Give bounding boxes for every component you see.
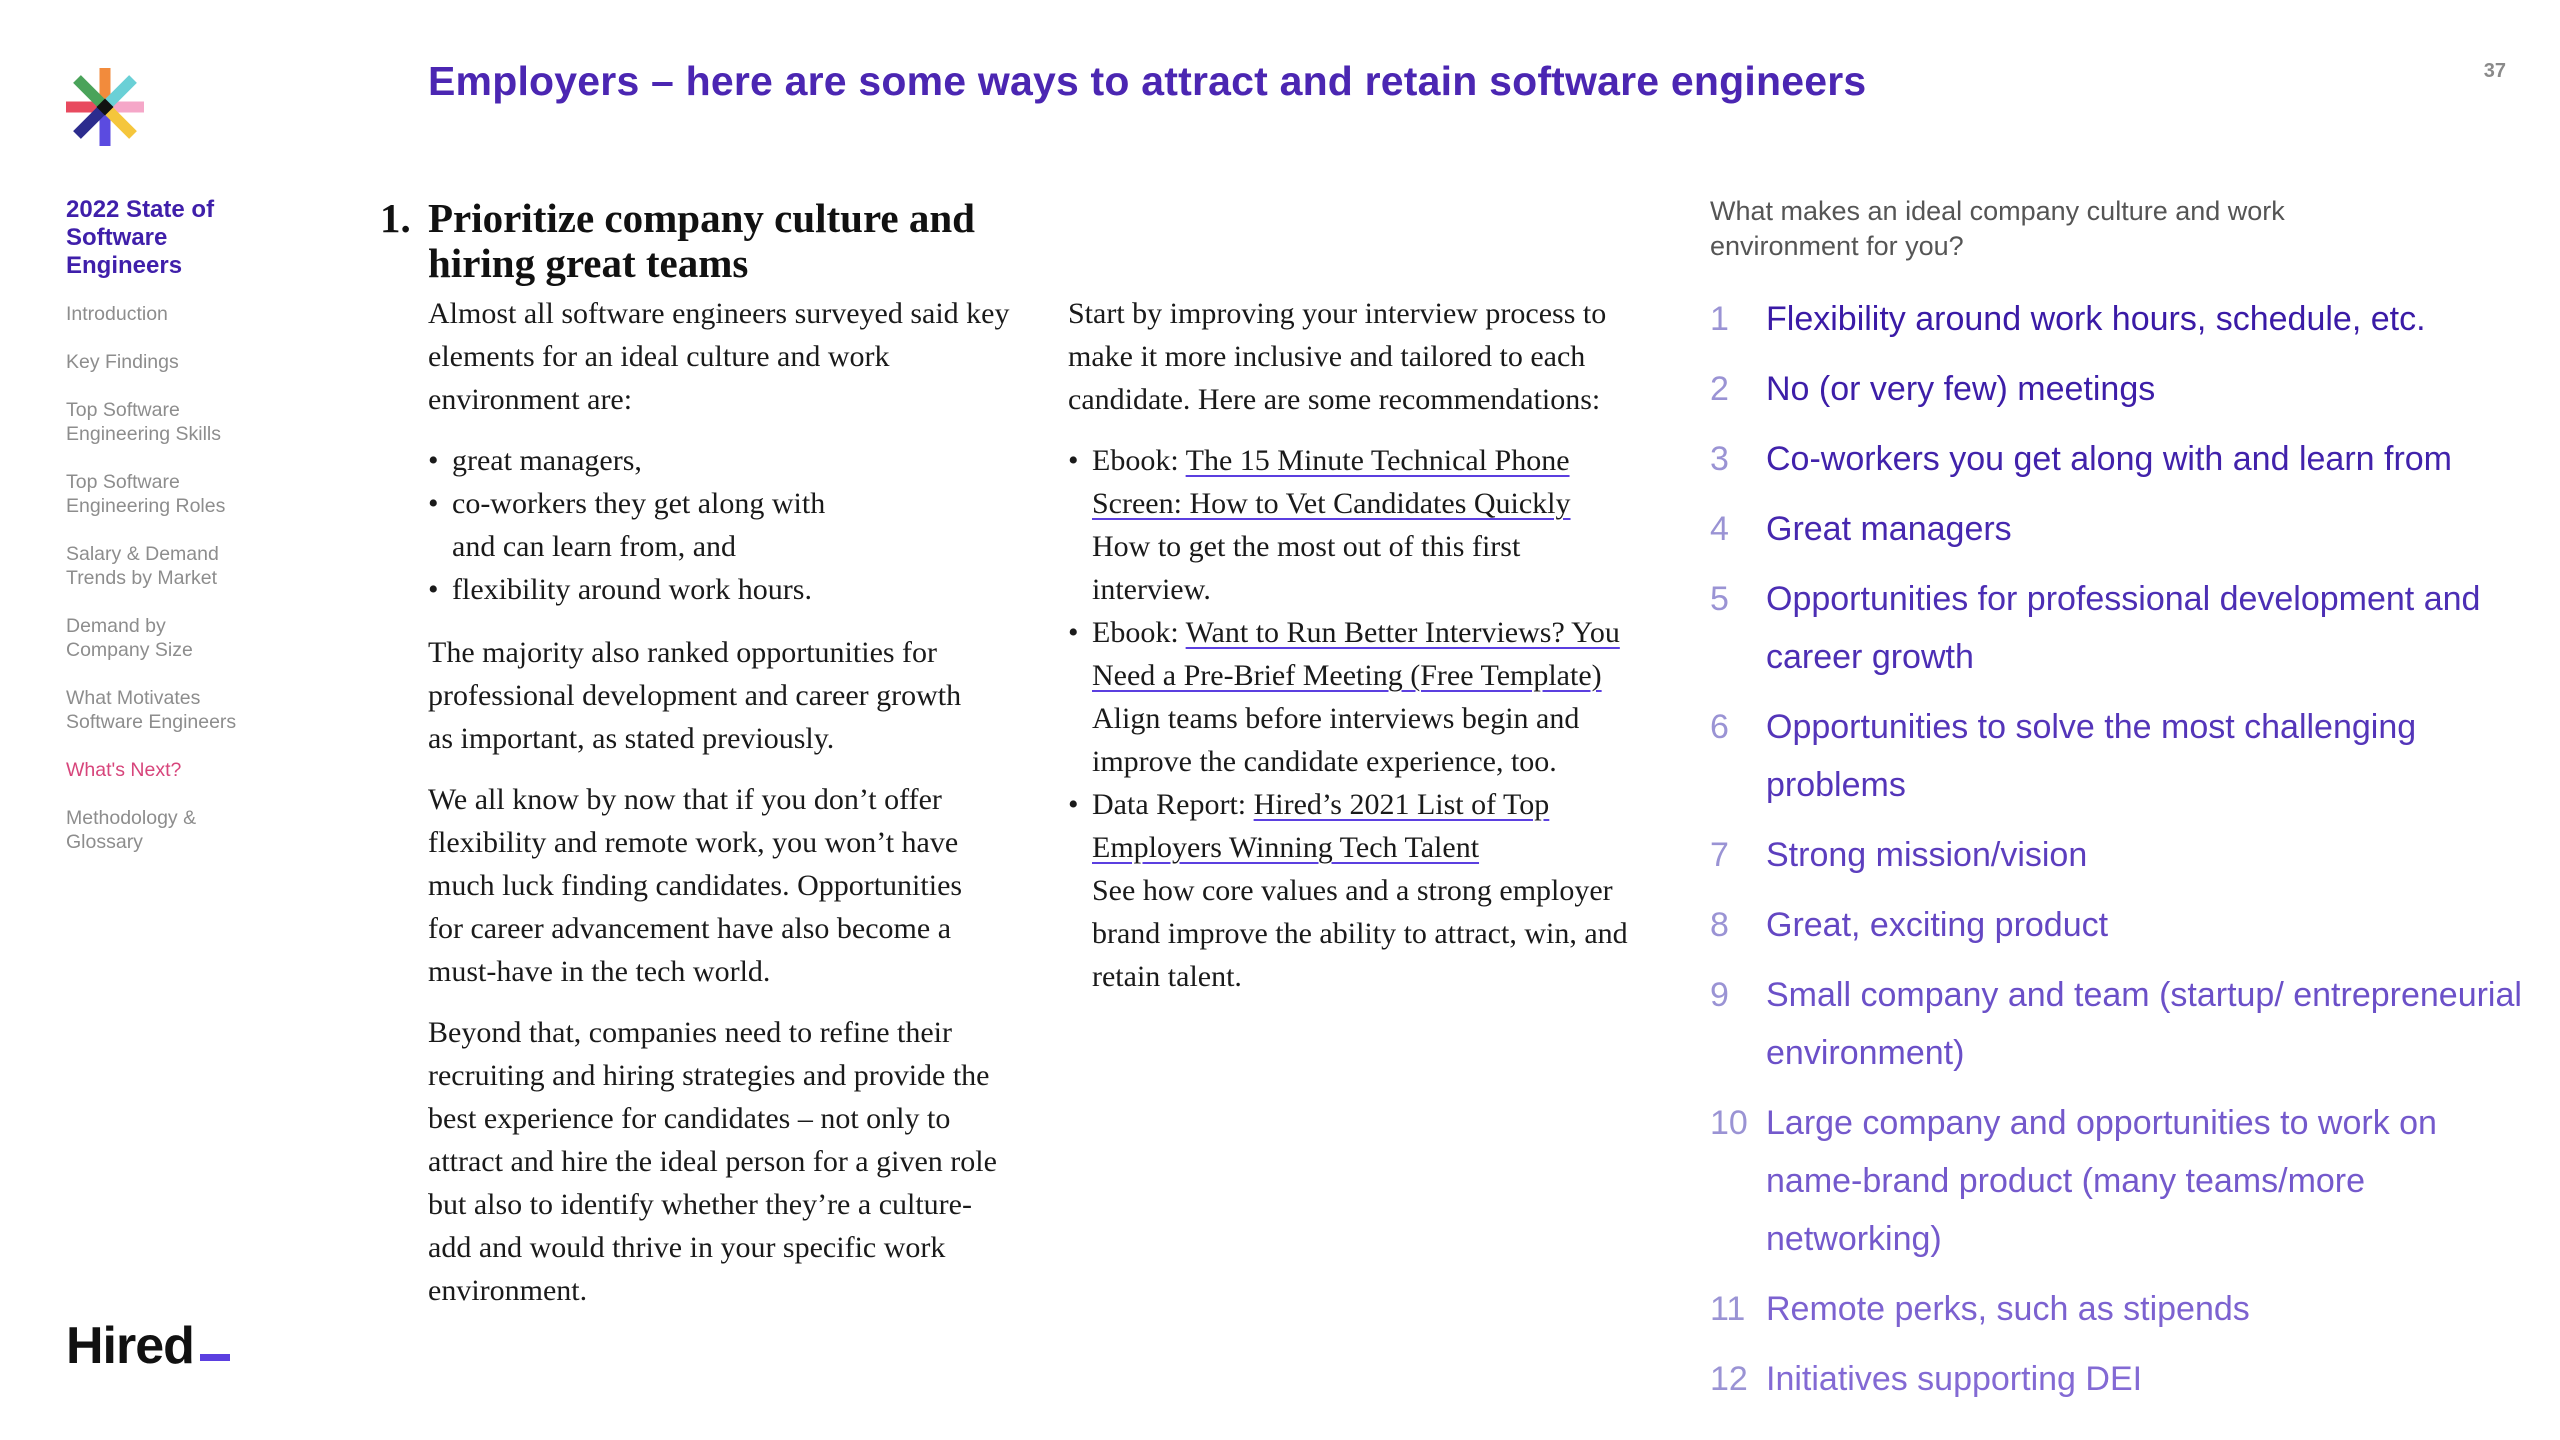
resource-description: Align teams before interviews begin and improve the candidate experience, too.	[1092, 702, 1580, 778]
ranking-item	[1710, 1280, 2530, 1338]
col1-paragraph-2: The majority also ranked opportunities for professional development and career growth as important, as stated previously.	[428, 636, 962, 755]
rank-number: 4	[1710, 510, 1729, 548]
resource-prefix: Ebook:	[1092, 616, 1186, 649]
page-number: 37	[2483, 60, 2506, 82]
rank-number: 6	[1710, 708, 1729, 746]
ranking-list	[1710, 290, 2530, 1420]
report-title[interactable]: 2022 State of Software Engineers	[66, 196, 215, 279]
resource-link-top-employers-report[interactable]: Hired’s 2021 List of Top Employers Winning Tech Talent	[1092, 788, 1550, 864]
rank-text: Remote perks, such as stipends	[1766, 1290, 2250, 1328]
ranking-item	[1710, 1350, 2530, 1408]
col1-paragraph-3: We all know by now that if you don’t offer flexibility and remote work, you won’t have much luck finding candidates. Opportunities for career advancement have also become a must-have in the tech world.	[428, 783, 963, 988]
hired-wordmark-logo	[66, 1316, 230, 1376]
resource-prefix: Ebook:	[1092, 444, 1186, 477]
sidebar-nav	[66, 196, 306, 878]
list-item: • great managers,	[428, 439, 1028, 482]
rank-text: Great, exciting product	[1766, 906, 2109, 944]
resource-link-phone-screen-ebook[interactable]: The 15 Minute Technical Phone Screen: How to Vet Candidates Quickly	[1092, 444, 1571, 520]
rank-text: Flexibility around work hours, schedule, etc.	[1766, 300, 2426, 338]
resource-item	[1068, 783, 1628, 998]
ranking-item	[1710, 430, 2530, 488]
rank-text: Initiatives supporting DEI	[1766, 1360, 2143, 1398]
resource-item	[1068, 439, 1628, 611]
section-heading-text: Prioritize company culture and hiring great teams	[428, 195, 975, 286]
cursor-underscore-icon	[200, 1354, 230, 1361]
ranking-item	[1710, 500, 2530, 558]
ranking-item	[1710, 360, 2530, 418]
sidebar-item-what-motivates[interactable]: What Motivates Software Engineers	[66, 687, 237, 733]
body-column-2	[1068, 292, 1628, 1018]
rank-number: 12	[1710, 1360, 1748, 1398]
rank-text: Large company and opportunities to work on name-brand product (many teams/more networking)	[1766, 1104, 2437, 1258]
rank-number: 3	[1710, 440, 1729, 478]
ranking-item	[1710, 290, 2530, 348]
rank-number: 7	[1710, 836, 1729, 874]
rank-text: No (or very few) meetings	[1766, 370, 2156, 408]
ranking-item	[1710, 826, 2530, 884]
ranking-item	[1710, 570, 2530, 686]
culture-elements-list	[428, 439, 1028, 611]
ranking-item	[1710, 1094, 2530, 1268]
rank-number: 8	[1710, 906, 1729, 944]
rank-number: 11	[1710, 1290, 1746, 1328]
rank-number: 5	[1710, 580, 1729, 618]
sidebar-item-top-roles[interactable]: Top Software Engineering Roles	[66, 471, 226, 517]
ranking-item	[1710, 966, 2530, 1082]
rank-number: 10	[1710, 1104, 1748, 1142]
section-number: 1.	[380, 195, 411, 241]
hired-star-logo	[64, 66, 146, 148]
rank-text: Co-workers you get along with and learn from	[1766, 440, 2452, 478]
rank-text: Strong mission/vision	[1766, 836, 2088, 874]
sidebar-item-methodology[interactable]: Methodology & Glossary	[66, 807, 197, 853]
sidebar-item-demand-company-size[interactable]: Demand by Company Size	[66, 615, 193, 661]
col1-intro: Almost all software engineers surveyed said key elements for an ideal culture and work environment are:	[428, 297, 1010, 416]
hired-wordmark-text: Hired	[66, 1317, 194, 1375]
rank-text: Small company and team (startup/ entrepreneurial environment)	[1766, 976, 2522, 1072]
col2-intro: Start by improving your interview process to make it more inclusive and tailored to each candidate. Here are some recommendations:	[1068, 297, 1607, 416]
sidebar-item-key-findings[interactable]: Key Findings	[66, 351, 179, 373]
sidebar-item-salary-demand[interactable]: Salary & Demand Trends by Market	[66, 543, 219, 589]
rank-text: Opportunities to solve the most challenging problems	[1766, 708, 2417, 804]
resource-link-pre-brief-ebook[interactable]: Want to Run Better Interviews? You Need a Pre-Brief Meeting (Free Template)	[1092, 616, 1620, 692]
ranking-item	[1710, 698, 2530, 814]
resource-description: How to get the most out of this first interview.	[1092, 530, 1521, 606]
rank-text: Great managers	[1766, 510, 2012, 548]
rank-number: 1	[1710, 300, 1729, 338]
resources-list	[1068, 439, 1628, 998]
resource-item	[1068, 611, 1628, 783]
list-item: • co-workers they get along with and can learn from, and	[428, 482, 872, 568]
sidebar-item-introduction[interactable]: Introduction	[66, 303, 168, 325]
rank-number: 9	[1710, 976, 1729, 1014]
page-title: Employers – here are some ways to attract and retain software engineers	[428, 58, 1867, 104]
list-item: • flexibility around work hours.	[428, 568, 1028, 611]
ranking-question: What makes an ideal company culture and work environment for you?	[1710, 196, 2285, 261]
rank-text: Opportunities for professional development and career growth	[1766, 580, 2481, 676]
sidebar-item-top-skills[interactable]: Top Software Engineering Skills	[66, 399, 222, 445]
resource-prefix: Data Report:	[1092, 788, 1254, 821]
sidebar-item-whats-next[interactable]: What's Next?	[66, 759, 182, 781]
rank-number: 2	[1710, 370, 1729, 408]
col1-paragraph-4: Beyond that, companies need to refine their recruiting and hiring strategies and provide the best experience for candidates – not only to attract and hire the ideal person for a given role but also to identify whether they’re a culture-add and would thrive in your specific work environment.	[428, 1016, 997, 1307]
resource-description: See how core values and a strong employer brand improve the ability to attract, win, and retain talent.	[1092, 874, 1628, 993]
ranking-item	[1710, 896, 2530, 954]
body-column-1	[428, 292, 1028, 1330]
